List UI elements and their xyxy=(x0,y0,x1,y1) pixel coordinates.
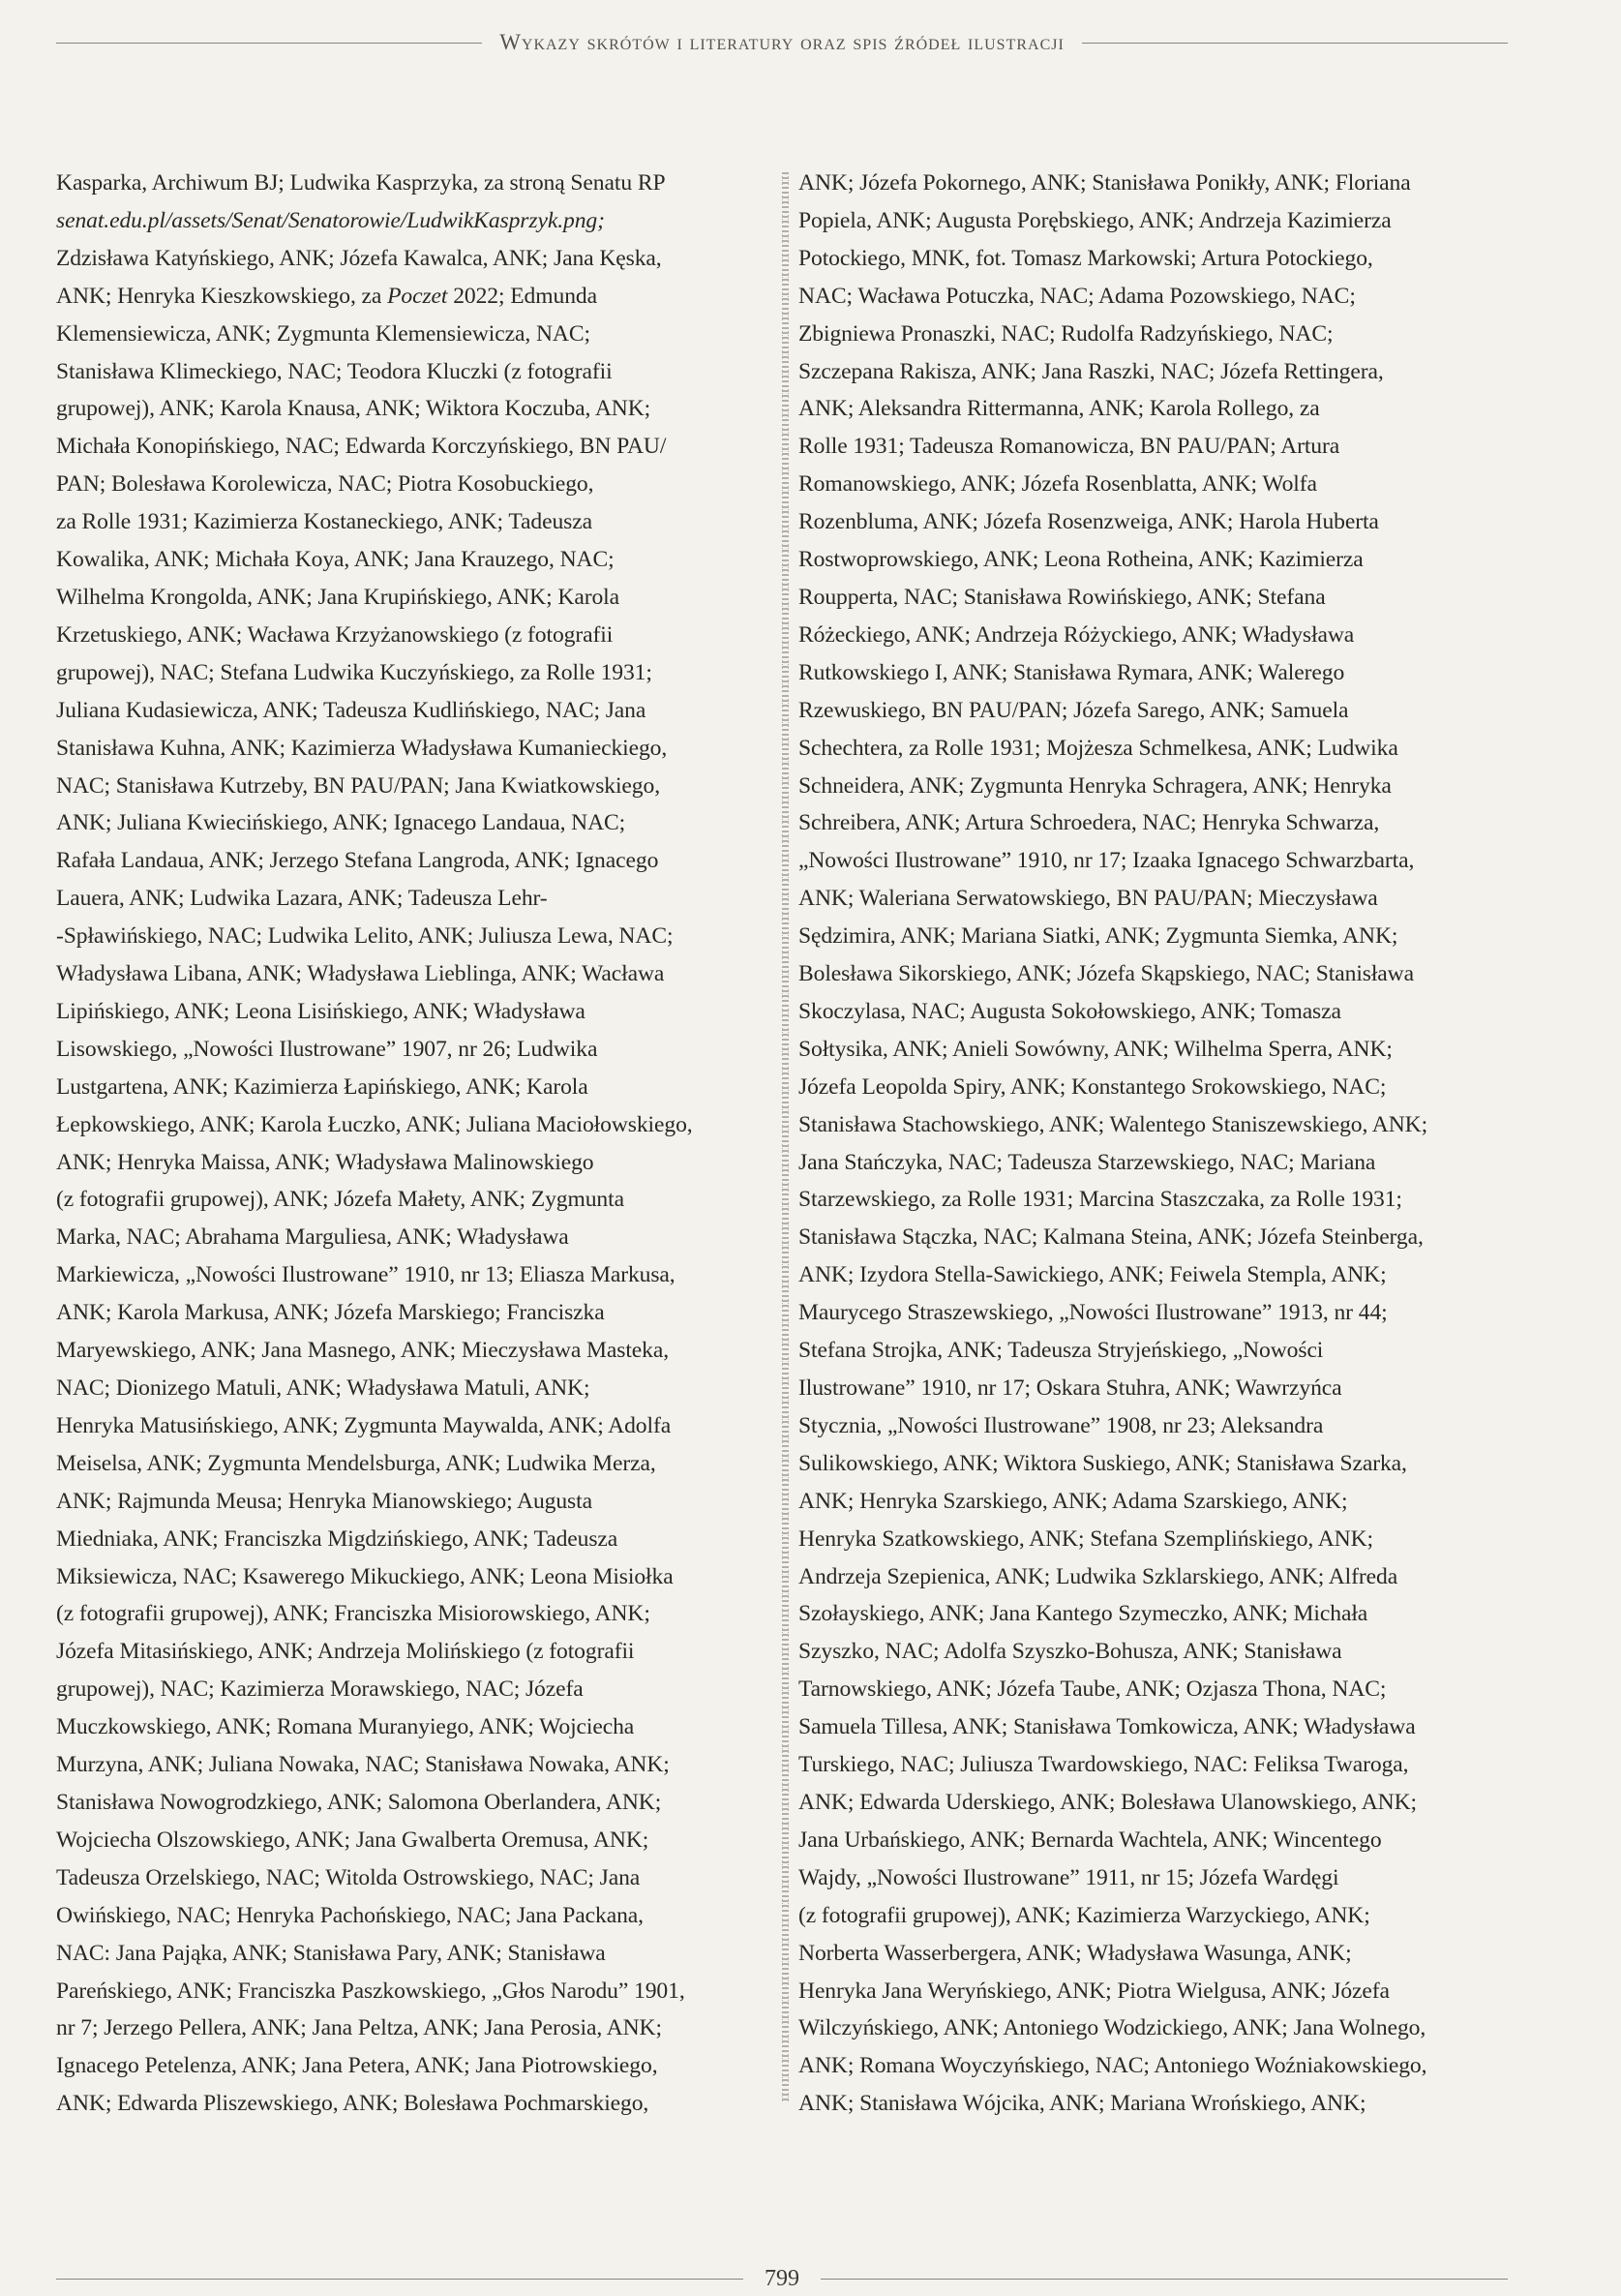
text-line: Turskiego, NAC; Juliusza Twardowskiego, NAC: Feliksa Twaroga, xyxy=(798,1752,1409,1778)
text-line: Ilustrowane” 1910, nr 17; Oskara Stuhra, ANK; Wawrzyńca xyxy=(798,1375,1342,1401)
text-line: Stycznia, „Nowości Ilustrowane” 1908, nr 23; Aleksandra xyxy=(798,1412,1324,1438)
text-line: Markiewicza, „Nowości Ilustrowane” 1910, nr 13; Eliasza Markusa, xyxy=(56,1262,675,1288)
right-text-column xyxy=(798,165,1508,2123)
text-line: Tadeusza Orzelskiego, NAC; Witolda Ostrowskiego, NAC; Jana xyxy=(56,1864,641,1890)
text-line: Andrzeja Szepienica, ANK; Ludwika Szklarskiego, ANK; Alfreda xyxy=(798,1563,1398,1589)
text-line: Józefa Mitasińskiego, ANK; Andrzeja Molińskiego (z fotografii xyxy=(56,1639,635,1665)
text-line: Bolesława Sikorskiego, ANK; Józefa Skąpskiego, NAC; Stanisława xyxy=(798,961,1414,987)
running-header xyxy=(56,23,1508,62)
text-line: Rozenbluma, ANK; Józefa Rosenzweiga, ANK; Harola Huberta xyxy=(798,509,1379,535)
text-line: Stanisława Kuhna, ANK; Kazimierza Władysława Kumanieckiego, xyxy=(56,735,668,761)
text-line: ANK; Edwarda Uderskiego, ANK; Bolesława Ulanowskiego, ANK; xyxy=(798,1789,1417,1815)
text-line: Stanisława Klimeckiego, NAC; Teodora Kluczki (z fotografii xyxy=(56,358,613,384)
text-line: NAC; Wacława Potuczka, NAC; Adama Pozowskiego, NAC; xyxy=(798,283,1356,309)
text-line: Muczkowskiego, ANK; Romana Muranyiego, ANK; Wojciecha xyxy=(56,1714,635,1740)
text-line: Henryka Jana Weryńskiego, ANK; Piotra Wielgusa, ANK; Józefa xyxy=(798,1978,1390,2004)
text-line: Starzewskiego, za Rolle 1931; Marcina Staszczaka, za Rolle 1931; xyxy=(798,1187,1402,1213)
text-line: Wojciecha Olszowskiego, ANK; Jana Gwalberta Oremusa, ANK; xyxy=(56,1827,649,1853)
text-line: Samuela Tillesa, ANK; Stanisława Tomkowicza, ANK; Władysława xyxy=(798,1714,1416,1740)
text-line: Tarnowskiego, ANK; Józefa Taube, ANK; Ozjasza Thona, NAC; xyxy=(798,1677,1387,1703)
text-line: Jana Stańczyka, NAC; Tadeusza Starzewskiego, NAC; Mariana xyxy=(798,1149,1376,1175)
text-line: ANK; Henryka Kieszkowskiego, za Poczet 2022; Edmunda xyxy=(56,283,597,309)
text-line: ANK; Stanisława Wójcika, ANK; Mariana Wrońskiego, ANK; xyxy=(798,2091,1366,2117)
text-line: ANK; Henryka Maissa, ANK; Władysława Malinowskiego xyxy=(56,1149,594,1175)
text-line: Wajdy, „Nowości Ilustrowane” 1911, nr 15; Józefa Wardęgi xyxy=(798,1864,1339,1890)
text-line: ANK; Aleksandra Rittermanna, ANK; Karola Rollego, za xyxy=(798,396,1320,422)
text-line: ANK; Juliana Kwiecińskiego, ANK; Ignacego Landaua, NAC; xyxy=(56,810,626,836)
text-line: Sołtysika, ANK; Anieli Sowówny, ANK; Wilhelma Sperra, ANK; xyxy=(798,1036,1393,1062)
text-line: Miedniaka, ANK; Franciszka Migdzińskiego, ANK; Tadeusza xyxy=(56,1526,618,1552)
text-line: NAC: Jana Pająka, ANK; Stanisława Pary, ANK; Stanisława xyxy=(56,1940,606,1966)
text-line: Zbigniewa Pronaszki, NAC; Rudolfa Radzyńskiego, NAC; xyxy=(798,320,1334,347)
text-line: „Nowości Ilustrowane” 1910, nr 17; Izaaka Ignacego Schwarzbarta, xyxy=(798,848,1415,874)
text-line: Rolle 1931; Tadeusza Romanowicza, BN PAU/PAN; Artura xyxy=(798,434,1340,460)
column-divider xyxy=(782,172,789,2103)
text-line: Maryewskiego, ANK; Jana Masnego, ANK; Mieczysława Masteka, xyxy=(56,1338,670,1364)
left-text-column xyxy=(56,165,765,2123)
text-line: NAC; Stanisława Kutrzeby, BN PAU/PAN; Jana Kwiatkowskiego, xyxy=(56,772,660,799)
text-line: Rzewuskiego, BN PAU/PAN; Józefa Sarego, ANK; Samuela xyxy=(798,697,1349,723)
header-rule-right xyxy=(1082,43,1508,44)
text-line: Kasparka, Archiwum BJ; Ludwika Kasprzyka, za stroną Senatu RP xyxy=(56,170,666,196)
text-line: Szczepana Rakisza, ANK; Jana Raszki, NAC; Józefa Rettingera, xyxy=(798,358,1384,384)
text-line: Roupperta, NAC; Stanisława Rowińskiego, ANK; Stefana xyxy=(798,584,1326,610)
text-line: Józefa Leopolda Spiry, ANK; Konstantego Srokowskiego, NAC; xyxy=(798,1073,1387,1100)
text-line: Miksiewicza, NAC; Ksawerego Mikuckiego, ANK; Leona Misiołka xyxy=(56,1563,674,1589)
text-line: Pareńskiego, ANK; Franciszka Paszkowskiego, „Głos Narodu” 1901, xyxy=(56,1978,685,2004)
text-line: Juliana Kudasiewicza, ANK; Tadeusza Kudlińskiego, NAC; Jana xyxy=(56,697,646,723)
text-line: Zdzisława Katyńskiego, ANK; Józefa Kawalca, ANK; Jana Kęska, xyxy=(56,245,662,271)
text-line: Szyszko, NAC; Adolfa Szyszko-Bohusza, ANK; Stanisława xyxy=(798,1639,1342,1665)
text-line: nr 7; Jerzego Pellera, ANK; Jana Peltza, ANK; Jana Perosia, ANK; xyxy=(56,2015,662,2041)
text-line: Różeckiego, ANK; Andrzeja Różyckiego, ANK; Władysława xyxy=(798,621,1355,648)
text-line: Władysława Libana, ANK; Władysława Lieblinga, ANK; Wacława xyxy=(56,961,665,987)
text-line: Kowalika, ANK; Michała Koya, ANK; Jana Krauzego, NAC; xyxy=(56,547,615,573)
footer-rule-left xyxy=(56,2279,743,2280)
text-line: Murzyna, ANK; Juliana Nowaka, NAC; Stanisława Nowaka, ANK; xyxy=(56,1752,670,1778)
text-line: Maurycego Straszewskiego, „Nowości Ilustrowane” 1913, nr 44; xyxy=(798,1300,1388,1326)
text-line: Stanisława Stączka, NAC; Kalmana Steina, ANK; Józefa Steinberga, xyxy=(798,1224,1424,1251)
text-line: Marka, NAC; Abrahama Marguliesa, ANK; Władysława xyxy=(56,1224,569,1251)
text-line: Potockiego, MNK, fot. Tomasz Markowski; Artura Potockiego, xyxy=(798,245,1373,271)
text-line: Krzetuskiego, ANK; Wacława Krzyżanowskiego (z fotografii xyxy=(56,621,614,648)
text-line: Owińskiego, NAC; Henryka Pachońskiego, NAC; Jana Packana, xyxy=(56,1902,644,1928)
text-line: Schneidera, ANK; Zygmunta Henryka Schragera, ANK; Henryka xyxy=(798,772,1392,799)
text-line: Stefana Strojka, ANK; Tadeusza Stryjeńskiego, „Nowości xyxy=(798,1338,1324,1364)
text-line: senat.edu.pl/assets/Senat/Senatorowie/LudwikKasprzyk.png; xyxy=(56,207,605,233)
text-line: Jana Urbańskiego, ANK; Bernarda Wachtela, ANK; Wincentego xyxy=(798,1827,1382,1853)
text-line: ANK; Waleriana Serwatowskiego, BN PAU/PAN; Mieczysława xyxy=(798,886,1378,912)
running-header-title: Wykazy skrótów i literatury oraz spis źródeł ilustracji xyxy=(499,30,1065,54)
text-line: ANK; Izydora Stella-Sawickiego, ANK; Feiwela Stempla, ANK; xyxy=(798,1262,1387,1288)
text-line: Schreibera, ANK; Artura Schroedera, NAC; Henryka Schwarza, xyxy=(798,810,1380,836)
text-line: Ignacego Petelenza, ANK; Jana Petera, ANK; Jana Piotrowskiego, xyxy=(56,2053,658,2079)
text-line: Henryka Szatkowskiego, ANK; Stefana Szemplińskiego, ANK; xyxy=(798,1526,1373,1552)
text-line: ANK; Romana Woyczyńskiego, NAC; Antoniego Woźniakowskiego, xyxy=(798,2053,1427,2079)
text-line: Lipińskiego, ANK; Leona Lisińskiego, ANK; Władysława xyxy=(56,998,585,1024)
text-line: Norberta Wasserbergera, ANK; Władysława Wasunga, ANK; xyxy=(798,1940,1352,1966)
text-line: ANK; Edwarda Pliszewskiego, ANK; Bolesława Pochmarskiego, xyxy=(56,2091,649,2117)
text-line: Wilhelma Krongolda, ANK; Jana Krupińskiego, ANK; Karola xyxy=(56,584,619,610)
text-line: PAN; Bolesława Korolewicza, NAC; Piotra Kosobuckiego, xyxy=(56,471,594,498)
text-line: Meiselsa, ANK; Zygmunta Mendelsburga, ANK; Ludwika Merza, xyxy=(56,1450,656,1476)
text-line: (z fotografii grupowej), ANK; Franciszka Misiorowskiego, ANK; xyxy=(56,1601,650,1627)
text-line: (z fotografii grupowej), ANK; Józefa Małety, ANK; Zygmunta xyxy=(56,1187,624,1213)
text-line: Lauera, ANK; Ludwika Lazara, ANK; Tadeusza Lehr- xyxy=(56,886,548,912)
page-number: 799 xyxy=(765,2265,799,2291)
text-line: Rafała Landaua, ANK; Jerzego Stefana Langroda, ANK; Ignacego xyxy=(56,848,659,874)
text-line: Michała Konopińskiego, NAC; Edwarda Korczyńskiego, BN PAU/ xyxy=(56,434,667,460)
text-line: Lisowskiego, „Nowości Ilustrowane” 1907, nr 26; Ludwika xyxy=(56,1036,598,1062)
text-line: Szołayskiego, ANK; Jana Kantego Szymeczko, ANK; Michała xyxy=(798,1601,1368,1627)
text-line: Henryka Matusińskiego, ANK; Zygmunta Maywalda, ANK; Adolfa xyxy=(56,1412,672,1438)
text-line: Wilczyńskiego, ANK; Antoniego Wodzickiego, ANK; Jana Wolnego, xyxy=(798,2015,1426,2041)
text-line: Rostwoprowskiego, ANK; Leona Rotheina, ANK; Kazimierza xyxy=(798,547,1364,573)
text-line: Schechtera, za Rolle 1931; Mojżesza Schmelkesa, ANK; Ludwika xyxy=(798,735,1398,761)
text-line: (z fotografii grupowej), ANK; Kazimierza Warzyckiego, ANK; xyxy=(798,1902,1370,1928)
text-line: Stanisława Nowogrodzkiego, ANK; Salomona Oberlandera, ANK; xyxy=(56,1789,662,1815)
text-line: Romanowskiego, ANK; Józefa Rosenblatta, ANK; Wolfa xyxy=(798,471,1317,498)
text-line: ANK; Henryka Szarskiego, ANK; Adama Szarskiego, ANK; xyxy=(798,1488,1348,1514)
header-rule-left xyxy=(56,43,482,44)
text-line: Klemensiewicza, ANK; Zygmunta Klemensiewicza, NAC; xyxy=(56,320,590,347)
text-line: Rutkowskiego I, ANK; Stanisława Rymara, ANK; Walerego xyxy=(798,659,1345,685)
text-line: grupowej), NAC; Stefana Ludwika Kuczyńskiego, za Rolle 1931; xyxy=(56,659,652,685)
text-line: za Rolle 1931; Kazimierza Kostaneckiego, ANK; Tadeusza xyxy=(56,509,592,535)
page-footer xyxy=(56,2261,1508,2296)
text-line: Lustgartena, ANK; Kazimierza Łapińskiego, ANK; Karola xyxy=(56,1073,588,1100)
text-line: Łepkowskiego, ANK; Karola Łuczko, ANK; Juliana Maciołowskiego, xyxy=(56,1111,693,1137)
text-line: NAC; Dionizego Matuli, ANK; Władysława Matuli, ANK; xyxy=(56,1375,590,1401)
text-line: Skoczylasa, NAC; Augusta Sokołowskiego, ANK; Tomasza xyxy=(798,998,1341,1024)
text-line: -Spławińskiego, NAC; Ludwika Lelito, ANK; Juliusza Lewa, NAC; xyxy=(56,923,674,950)
text-line: ANK; Józefa Pokornego, ANK; Stanisława Ponikły, ANK; Floriana xyxy=(798,170,1411,196)
text-line: ANK; Rajmunda Meusa; Henryka Mianowskiego; Augusta xyxy=(56,1488,592,1514)
text-line: grupowej), NAC; Kazimierza Morawskiego, NAC; Józefa xyxy=(56,1677,584,1703)
text-line: Stanisława Stachowskiego, ANK; Walentego Staniszewskiego, ANK; xyxy=(798,1111,1428,1137)
text-line: grupowej), ANK; Karola Knausa, ANK; Wiktora Koczuba, ANK; xyxy=(56,396,651,422)
text-line: Popiela, ANK; Augusta Porębskiego, ANK; Andrzeja Kazimierza xyxy=(798,207,1392,233)
text-line: Sulikowskiego, ANK; Wiktora Suskiego, ANK; Stanisława Szarka, xyxy=(798,1450,1407,1476)
footer-rule-right xyxy=(821,2279,1508,2280)
text-line: Sędzimira, ANK; Mariana Siatki, ANK; Zygmunta Siemka, ANK; xyxy=(798,923,1398,950)
text-line: ANK; Karola Markusa, ANK; Józefa Marskiego; Franciszka xyxy=(56,1300,605,1326)
